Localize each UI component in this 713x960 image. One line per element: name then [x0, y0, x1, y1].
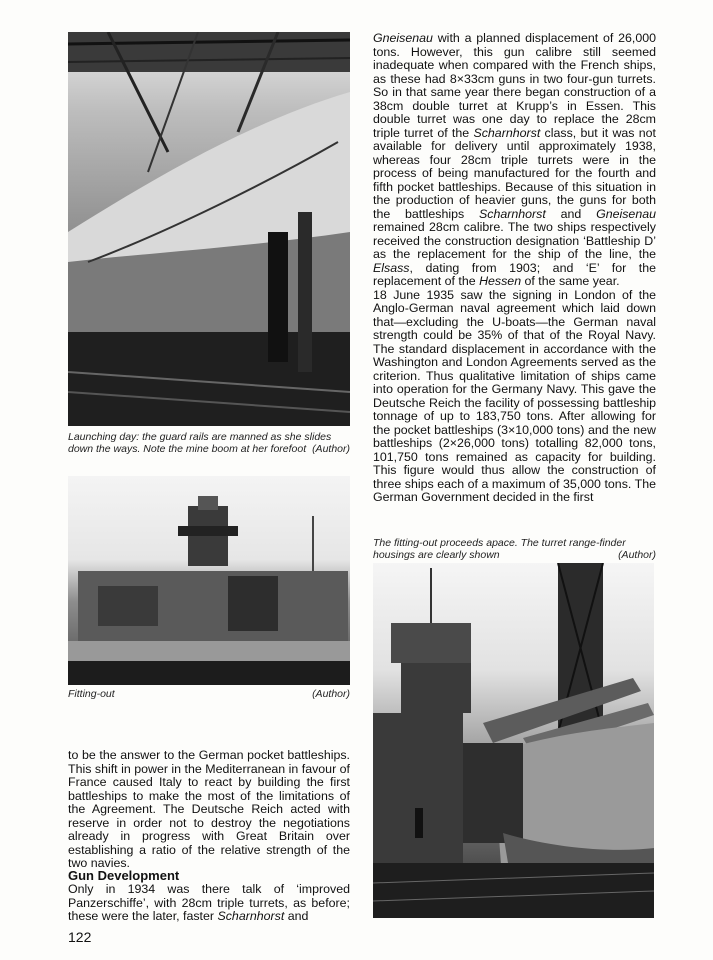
gun-development-heading: Gun Development: [68, 868, 180, 883]
fitting-out-large-caption: [373, 537, 656, 561]
fitting-out-large-photo: [373, 563, 654, 918]
left-paragraph-2: Only in 1934 was there talk of ‘improved Panzerschiffe’, with 28cm triple turrets, as before; these were the later, faster Scharnhorst and: [68, 882, 350, 923]
fitting-out-large-photo-art: [373, 563, 654, 918]
fitting-out-small-photo: [68, 476, 350, 685]
launch-caption: [68, 431, 350, 455]
fitting-out-small-photo-art: [68, 476, 350, 685]
fitting-out-small-caption-credit: (Author): [312, 688, 350, 700]
fitting-out-small-caption: [68, 688, 350, 700]
right-column-text: [373, 32, 656, 505]
fitting-out-large-caption-credit: (Author): [618, 549, 656, 561]
launch-photo-art: [68, 32, 350, 426]
fitting-out-large-caption-text: The fitting-out proceeds apace. The turret range-finder housings are clearly shown: [373, 537, 626, 561]
right-paragraph-1: Gneisenau with a planned displacement of 26,000 tons. However, this gun calibre still seemed inadequate when compared with the French ships, as these had 8×33cm guns in two four-gun turrets. So in that same year there began construction of a 38cm double turret at Krupp’s in Essen. This double turret was one day to replace the 28cm triple turret of the Scharnhorst class, but it was not available for delivery until approximately 1938, whereas four 28cm triple turrets were in the process of being manufactured for the fourth and fifth pocket battleships. Because of this situation in the production of heavier guns, the guns for both the battleships Scharnhorst and Gneisenau remained 28cm calibre. The two ships respectively received the construction designation ‘Battleship D’ as the replacement for the ship of the line, the Elsass, dating from 1903; and ‘E’ for the replacement of the Hessen of the same year.: [373, 31, 656, 288]
left-paragraph-1: to be the answer to the German pocket battleships. This shift in power in the Mediterranean in favour of France caused Italy to react by building the first battleships to make the most of the limitations of the Agreement. The Deutsche Reich acted with reserve in order not to destroy the negotiations already in progress with Great Britain over establishing a ratio of the relative strength of the two navies.: [68, 748, 350, 870]
right-paragraph-2: 18 June 1935 saw the signing in London of the Anglo-German naval agreement which laid down that—excluding the U-boats—the German naval strength could be 35% of that of the Royal Navy. The standard displacement in accordance with the Washington and London Agreements served as the criterion. Thus qualitative limitation of ships came into operation for the Germany Navy. This gave the Deutsche Reich the facility of possessing battleship tonnage of up to 183,750 tons. After allowing for the pocket battleships (3×10,000 tons) and the new battleships (2×26,000 tons) totalling 82,000 tons, 101,750 tons remained as capacity for building. This figure would thus allow the construction of three ships each of a maximum of 35,000 tons. The German Government decided in the first: [373, 287, 656, 504]
launch-photo: [68, 32, 350, 426]
fitting-out-small-caption-text: Fitting-out: [68, 688, 115, 700]
left-column-text-2: [68, 883, 350, 924]
left-column-text: [68, 749, 350, 871]
page-number: 122: [68, 929, 92, 945]
launch-caption-credit: (Author): [312, 443, 350, 455]
launch-caption-text: Launching day: the guard rails are manned as she slides down the ways. Note the mine boom at her forefoot: [68, 431, 332, 455]
